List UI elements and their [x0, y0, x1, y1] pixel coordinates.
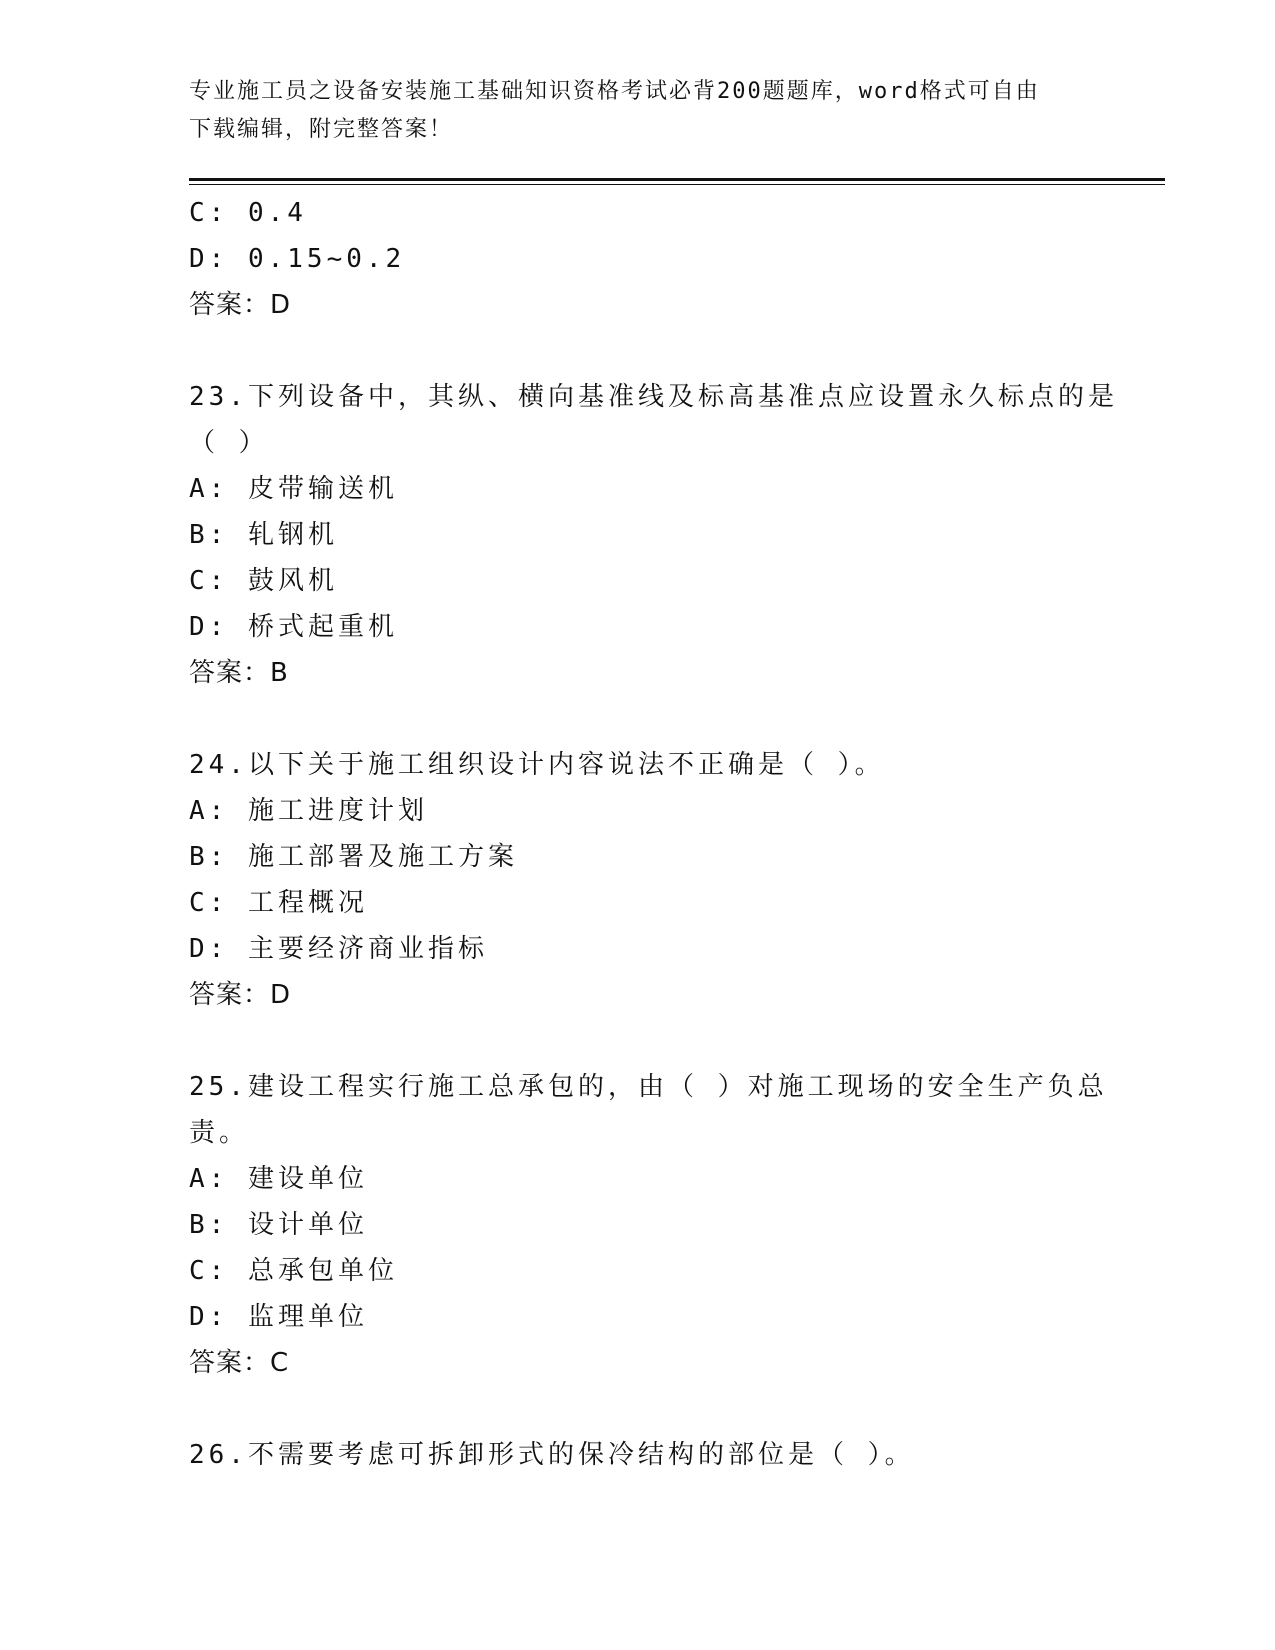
option-d: D: 主要经济商业指标	[189, 934, 488, 964]
header-divider-thin	[189, 184, 1165, 185]
question-26	[189, 1432, 1109, 1478]
question-stem: 24.以下关于施工组织设计内容说法不正确是（ ）。	[189, 750, 885, 780]
answer-line: 答案：B	[189, 658, 289, 688]
option-c: C: 0.4	[189, 198, 307, 228]
option-b: B: 设计单位	[189, 1210, 368, 1240]
option-a: A: 皮带输送机	[189, 474, 398, 504]
question-25	[189, 1064, 1109, 1386]
spacer	[189, 696, 1109, 742]
question-stem-continued: （ ）	[189, 428, 269, 458]
option-c: C: 鼓风机	[189, 566, 338, 596]
spacer	[189, 1018, 1109, 1064]
option-d: D: 监理单位	[189, 1302, 368, 1332]
question-stem: 26.不需要考虑可拆卸形式的保冷结构的部位是（ ）。	[189, 1440, 915, 1470]
spacer	[189, 1386, 1109, 1432]
question-list	[189, 190, 1118, 1478]
option-d: D: 桥式起重机	[189, 612, 398, 642]
option-b: B: 施工部署及施工方案	[189, 842, 518, 872]
question-22-fragment	[189, 190, 1109, 328]
question-stem: 23.下列设备中，其纵、横向基准线及标高基准点应设置永久标点的是	[189, 382, 1118, 412]
option-b: B: 轧钢机	[189, 520, 338, 550]
question-24	[189, 742, 1109, 1018]
document-header	[189, 73, 1089, 149]
header-divider-thick	[189, 178, 1165, 181]
option-d: D: 0.15~0.2	[189, 244, 406, 274]
answer-line: 答案：D	[189, 980, 292, 1010]
option-a: A: 施工进度计划	[189, 796, 428, 826]
question-23	[189, 374, 1118, 696]
option-c: C: 总承包单位	[189, 1256, 398, 1286]
spacer	[189, 328, 1109, 374]
answer-line: 答案：D	[189, 290, 292, 320]
option-a: A: 建设单位	[189, 1164, 368, 1194]
option-c: C: 工程概况	[189, 888, 368, 918]
header-title-line-2: 下载编辑，附完整答案！	[189, 117, 454, 142]
question-stem: 25.建设工程实行施工总承包的，由（ ）对施工现场的安全生产负总	[189, 1072, 1108, 1102]
header-title-line-1: 专业施工员之设备安装施工基础知识资格考试必背200题题库，word格式可自由	[189, 79, 1040, 104]
answer-line: 答案：C	[189, 1348, 290, 1378]
question-stem-continued: 责。	[189, 1118, 250, 1148]
